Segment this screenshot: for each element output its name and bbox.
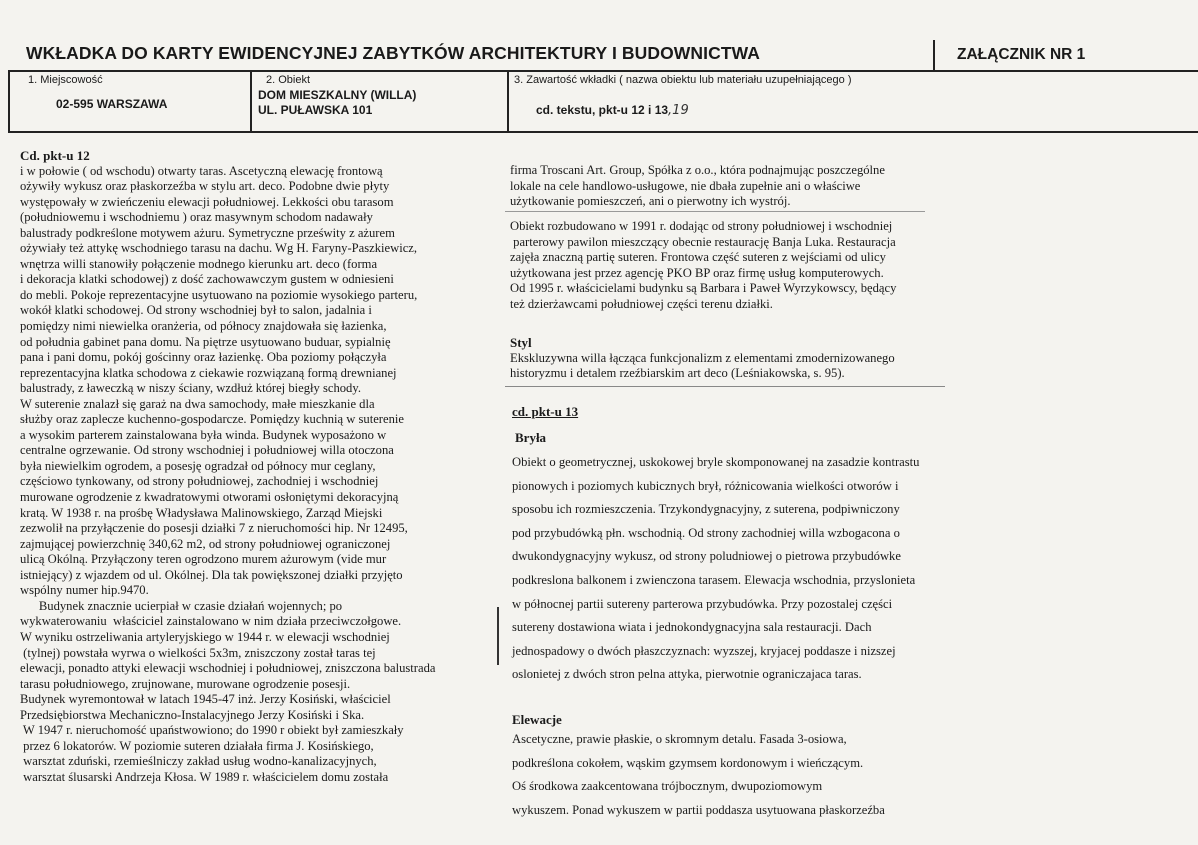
text-line: pana i pani domu, pokój gościnny oraz łazienkę. Oba poziomy połączyła [20,350,387,365]
table-bottom-border [8,131,1198,133]
text-line: użytkowanie pomieszczeń, ani o pierwotny ich wystrój. [510,194,791,209]
text-line: Budynek znacznie ucierpiał w czasie działań wojennych; po [20,598,343,613]
text-line: pionowych i poziomych kubicznych brył, różnicowania wielkości otworów i [512,478,899,493]
text-line: i dekoracja klatki schodowej) z dość zachowawczym gustem w odniesieni [20,272,394,287]
section-heading-13: cd. pkt-u 13 [512,404,579,419]
text-line: sutereny dostawiona wiata i jednokondygnacyjna sala restauracji. Dach [512,620,872,635]
cell-divider-1 [250,70,252,133]
text-line: balustrady, z ławeczką w niszy ściany, wzdłuż której biegły schody. [20,381,361,396]
document-title: WKŁADKA DO KARTY EWIDENCYJNEJ ZABYTKÓW ARCHITEKTURY I BUDOWNICTWA [26,43,761,63]
text-line: i w połowie ( od wschodu) otwarty taras. Ascetyczną elewację frontową [20,163,383,178]
text-line: ulicą Okólną. Przyłączony teren ogrodzono murem ażurowym (vide mur [20,552,387,567]
text-line: ożywiały też attykę wschodniego tarasu na dachu. Wg H. Faryny-Paszkiewicz, [20,241,418,256]
separator-style [505,386,945,387]
text-line: reprezentacyjna klatka schodowa z ciekawie rozwiązaną formą drewnianej [20,365,397,380]
text-line: wnętrza willi stanowiły połączenie modnego kierunku art. deco (forma [20,256,378,271]
text-line: ożywiły wykusz oraz płaskorzeźba w stylu art. deco. Podobne dwie płyty [20,179,390,194]
bryla-paragraph [512,451,982,687]
text-line: dwukondygnacyjny wykusz, od strony poludniowej o pietrowa przybudówke [512,549,901,564]
text-line: Od 1995 r. właścicielami budynku są Barbara i Paweł Wyrzykowscy, będący [510,281,897,296]
text-line: a wysokim parterem zainstalowana była winda. Budynek wyposażono w [20,427,387,442]
text-line: zezwolił na przyłączenie do posesji działki 7 z nieruchomości hip. Nr 12495, [20,521,408,536]
header-divider [933,40,935,70]
bryla-lines [512,451,982,687]
table-top-border [8,70,1198,72]
locality-value: 02-595 WARSZAWA [56,97,168,111]
text-line: do mebli. Pokoje reprezentacyjne usytuowano na poziomie wysokiego parteru, [20,287,418,302]
text-line: centralne ogrzewanie. Od strony wschodniej i południowej willa otoczona [20,443,394,458]
text-line: Ascetyczne, prawie płaskie, o skromnym detalu. Fasada 3-osiowa, [512,732,847,746]
margin-mark [497,607,499,665]
right-mid-lines [510,219,970,313]
text-line: przez 6 lokatorów. W poziomie suteren działała firma J. Kosińskiego, [20,738,374,753]
style-heading: Styl [510,335,532,350]
text-line: była niewielkim ogrodem, a posesję ogradzał od północy mur ceglany, [20,458,376,473]
text-line: historyzmu i detalem rzeźbiarskim art deco (Leśniakowska, s. 95). [510,366,845,381]
text-line: (tylnej) powstała wyrwa o wielkości 5x3m, zniszczony został taras tej [20,645,376,660]
text-line: Obiekt o geometrycznej, uskokowej bryle skomponowanej na zasadzie kontrastu [512,455,920,469]
text-line: W 1947 r. nieruchomość upaństwowiono; do 1990 r obiekt był zamieszkały [20,723,404,738]
text-line: występowały w zwieńczeniu elewacji południowej. Lekkości obu tarasom [20,194,394,209]
text-line: istniejący) z wjazdem od ul. Okólnej. Dla tak powiększonej działki przyjęto [20,567,403,582]
elewacje-heading: Elewacje [512,712,562,727]
text-line: jednospadowy o dwóch płaszczyznach: wyzszej, kryjacej poddasze i nizszej [512,643,896,658]
text-line: Obiekt rozbudowano w 1991 r. dodając od strony południowej i wschodniej [510,219,893,233]
text-line: elewacji, ponadto attyki elewacji wschodniej i południowej, zniszczona balustrada [20,661,436,676]
text-line: Przedsiębiorstwa Mechaniczno-Instalacyjnego Jerzy Kosiński i Ska. [20,707,365,722]
text-line: murowane ogrodzenie z kwadratowymi otworami osłoniętymi dekoracyjną [20,490,399,505]
locality-label: 1. Miejscowość [28,74,103,86]
elewacje-paragraph [512,728,982,822]
text-line: firma Troscani Art. Group, Spółka z o.o., która podnajmując poszczególne [510,163,885,177]
left-column-text [20,148,490,785]
text-line: W wyniku ostrzeliwania artyleryjskiego w 1944 r. w elewacji wschodniej [20,629,390,644]
text-line: warsztat ślusarski Andrzeja Kłosa. W 1989 r. właścicielem domu została [20,769,389,784]
style-section [510,335,895,382]
text-line: zajęła znaczną partię suteren. Frontowa część suteren z wejściami od ulicy [510,250,886,265]
text-line: kratą. W 1938 r. na prośbę Władysława Malinowskiego, Zarząd Miejski [20,505,383,520]
text-line: zajmującej powierzchnię 340,62 m2, od strony południowej ograniczonej [20,536,391,551]
text-line: służby oraz zaplecze kuchenno-gospodarcze. Pomiędzy kuchnią w suterenie [20,412,404,427]
text-line: wspólny numer hip.9470. [20,583,149,598]
text-line: podkreślona cokołem, wąskim gzymsem kordonowym i wieńczącym. [512,755,864,770]
right-top-paragraph [510,163,970,210]
elewacje-lines [512,728,982,822]
table-left-border [8,70,10,133]
text-line: wykuszem. Ponad wykuszem w partii poddasza usytuowana płaskorzeźba [512,802,885,817]
text-line: pod przybudówką płn. wschodnią. Od strony zachodniej willa wzbogacona o [512,525,900,540]
text-line: w północnej partii sutereny parterowa przybudówka. Przy pozostalej części [512,596,893,611]
text-line: użytkowana jest przez agencję PKO BP oraz firmę usług komputerowych. [510,265,884,280]
text-line: balustrady podkreślone motywem ażuru. Symetryczne prześwity z ażurem [20,225,395,240]
right-top-lines [510,163,970,210]
object-value-line2: UL. PUŁAWSKA 101 [258,103,373,117]
contents-label: 3. Zawartość wkładki ( nazwa obiektu lub materiału uzupełniającego ) [514,74,852,86]
text-line: Ekskluzywna willa łącząca funkcjonalizm z elementami zmodernizowanego [510,350,895,365]
text-line: oslonietej z dwóch stron pelna attyka, pierwotnie ograniczajaca taras. [512,667,862,682]
text-line: Budynek wyremontował w latach 1945-47 inż. Jerzy Kosiński, właściciel [20,692,391,707]
bryla-heading: Bryła [515,430,547,445]
text-line: (południowemu i wschodniemu ) oraz masywnym schodom nadawały [20,210,373,225]
text-line: wykwaterowaniu właściciel zainstalowano w nim działa przeciwczołgowe. [20,614,402,629]
contents-handwritten: ,19 [668,103,689,118]
text-line: W suterenie znalazł się garaż na dwa samochody, małe mieszkanie dla [20,396,375,411]
left-column-lines [20,164,490,786]
text-line: tarasu południowego, zrujnowane, murowane ogrodzenie posesji. [20,676,351,691]
text-line: też dzierżawcami południowej części terenu działki. [510,296,773,311]
contents-value-text: cd. tekstu, pkt-u 12 i 13 [536,103,669,117]
style-lines [510,351,895,382]
contents-value [536,103,689,118]
text-line: Oś środkowa zaakcentowana trójbocznym, dwupoziomowym [512,779,823,794]
text-line: parterowy pawilon mieszczący obecnie restaurację Banja Luka. Restauracja [510,234,896,249]
object-label: 2. Obiekt [266,74,311,86]
text-line: pomiędzy nimi niewielka oranżeria, od północy znajdowała się łazienka, [20,319,387,334]
separator-dashed [505,211,925,212]
cell-divider-2 [507,70,509,133]
object-value-line1: DOM MIESZKALNY (WILLA) [258,88,417,102]
attachment-number: ZAŁĄCZNIK NR 1 [957,46,1086,63]
text-line: od południa gabinet pana domu. Na piętrze usytuowano buduar, sypialnię [20,334,391,349]
section-heading-12: Cd. pkt-u 12 [20,148,90,163]
text-line: lokale na cele handlowo-usługowe, nie dbała zupełnie ani o właściwe [510,178,861,193]
text-line: podkreslona balkonem i zwienczona tarasem. Elewacja wschodnia, przyslonieta [512,572,916,587]
text-line: wokół klatki schodowej. Od strony wschodniej był to salon, jadalnia i [20,303,372,318]
text-line: sposobu ich rozmieszczenia. Trzykondygnacyjny, z suterena, podpiwniczony [512,502,900,517]
right-mid-paragraph [510,219,970,313]
text-line: warsztat zduński, rzemieślniczy zakład usług wodno-kanalizacyjnych, [20,754,377,769]
text-line: częściowo tynkowany, od strony południowej, zachodniej i wschodniej [20,474,379,489]
